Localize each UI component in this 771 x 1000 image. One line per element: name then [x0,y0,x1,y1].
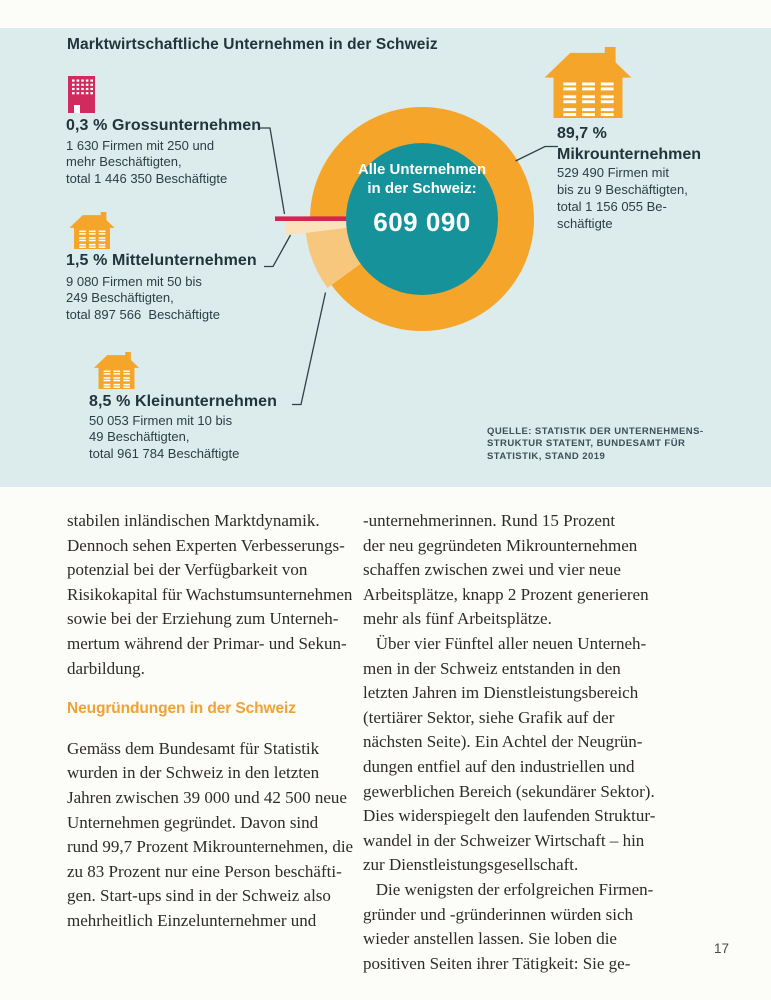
paragraph: Gemäss dem Bundesamt für Statistik wurden in der Schweiz in den letzten Jahren zwischen 39 000 und 42 500 neue Unternehmen gegründet. Davon sind rund 99,7 Prozent Mikrounternehmen, die zu 83 Prozent nur eine Person beschäfti- gen. Start-ups sind in der Schweiz also mehrheitlich Einzelunternehmer und [67,738,354,930]
office-building-icon [66,76,97,113]
article-column-left [67,509,372,934]
connector-kleinunternehmen [292,293,326,405]
house-icon-mikro [542,47,634,118]
donut-center-label [322,160,522,238]
detail-mittelunternehmen: 9 080 Firmen mit 50 bis 249 Beschäftigten, total 897 566 Beschäftigte [66,274,220,322]
label-mikrounternehmen: 89,7 % Mikrounternehmen [557,125,702,163]
paragraph: stabilen inländischen Marktdynamik. Dennoch sehen Experten Verbesserungs- potenzial bei der Verfügbarkeit von Risikokapital für Wachstumsunternehmen sowie bei der Erziehung zum Unterneh- mertum während der Primar- und Sekun- darbildung. [67,511,353,678]
label-grossunternehmen: 0,3 % Grossunternehmen [66,117,262,134]
article-column-right [363,509,683,976]
connector-mikrounternehmen [516,147,559,162]
label-mittelunternehmen: 1,5 % Mittelunternehmen [66,252,257,269]
detail-mikrounternehmen: 529 490 Firmen mit bis zu 9 Beschäftigten, total 1 156 055 Be- schäftigte [557,165,688,231]
center-label-line1: Alle Unternehmen [357,161,487,178]
label-kleinunternehmen: 8,5 % Kleinunternehmen [89,393,278,410]
source-note: QUELLE: STATISTIK DER UNTERNEHMENS- STRUKTUR STATENT, BUNDESAMT FÜR STATISTIK, STAND 2019 [487,426,704,462]
house-icon-mittel [66,212,118,249]
center-total-value: 609 090 [373,207,471,237]
connector-grossunternehmen [259,128,285,214]
section-heading: Neugründungen in der Schweiz [67,700,296,718]
house-icon-klein [89,352,144,389]
page-number: 17 [714,941,730,956]
center-label-line2: in der Schweiz: [367,180,477,197]
paragraph: -unternehmerinnen. Rund 15 Prozent der neu gegründeten Mikrounternehmen schaffen zwischen zwei und vier neue Arbeitsplätze, knapp 2 Prozent generieren mehr als fünf Arbeitsplätze. Über vier Fünftel aller neuen Unterneh- men in der Schweiz entstanden in den letzten Jahren im Dienstleistungsbereich (tertiärer Sektor, siehe Grafik auf der nächsten Seite). Ein Achtel der Neugrün- dungen entfiel auf den industriellen und gewerblichen Bereich (sekundärer Sektor). Dies widerspiegelt den laufenden Struktur- wandel in der Schweizer Wirtschaft – hin zur Dienstleistungsgesellschaft. Die wenigsten der erfolgreichen Firmen- gründer und -gründerinnen würden sich wieder anstellen lassen. Sie loben die positiven Seiten ihrer Tätigkeit: Sie ge- [363,511,656,973]
detail-grossunternehmen: 1 630 Firmen mit 250 und mehr Beschäftigten, total 1 446 350 Beschäftigte [66,138,228,186]
connector-mittelunternehmen [264,235,291,267]
infographic-title: Marktwirtschaftliche Unternehmen in der Schweiz [67,36,438,53]
detail-kleinunternehmen: 50 053 Firmen mit 10 bis 49 Beschäftigten, total 961 784 Beschäftigte [89,413,240,461]
